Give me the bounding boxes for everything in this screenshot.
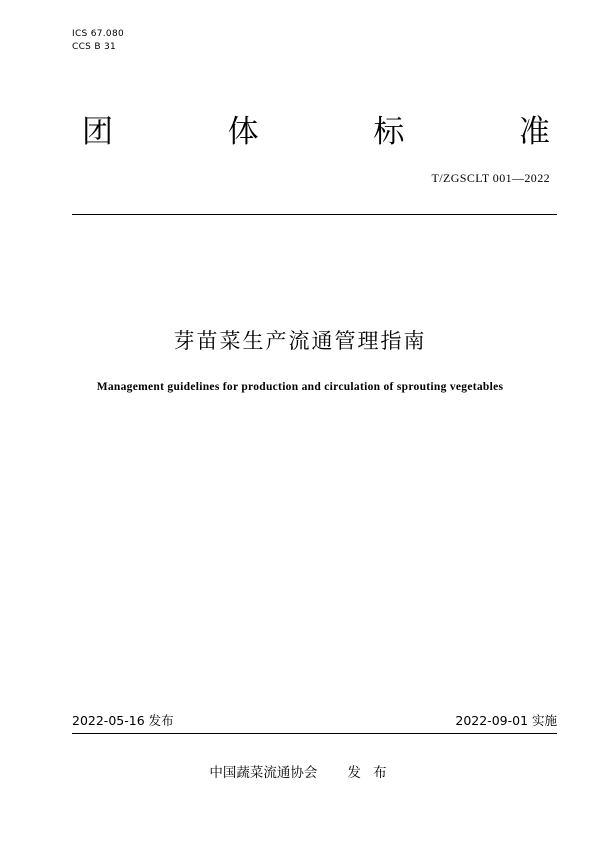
standard-type-char: 团 [82,114,113,150]
standard-type-char: 体 [227,114,259,150]
standard-type-heading [82,112,550,152]
classification-codes [72,28,124,54]
publish-date: 2022-05-16 发布 [72,713,174,728]
dates-row [72,712,557,730]
ccs-code: CCS B 31 [72,42,117,52]
publish-label: 发 布 [347,765,391,781]
standard-type-char: 准 [518,114,550,150]
effective-date: 2022-09-01 实施 [455,713,557,728]
publisher-name: 中国蔬菜流通协会 [209,765,318,781]
publisher-line [0,763,600,783]
bottom-divider [72,733,557,734]
document-title-english: Management guidelines for production and circulation of sprouting vegetables [96,381,504,393]
top-divider [72,214,557,215]
document-title-chinese: 芽苗菜生产流通管理指南 [173,329,427,353]
ics-code: ICS 67.080 [72,29,125,39]
standard-type-char: 标 [373,114,405,150]
standard-number: T/ZGSCLT 001—2022 [431,171,550,185]
